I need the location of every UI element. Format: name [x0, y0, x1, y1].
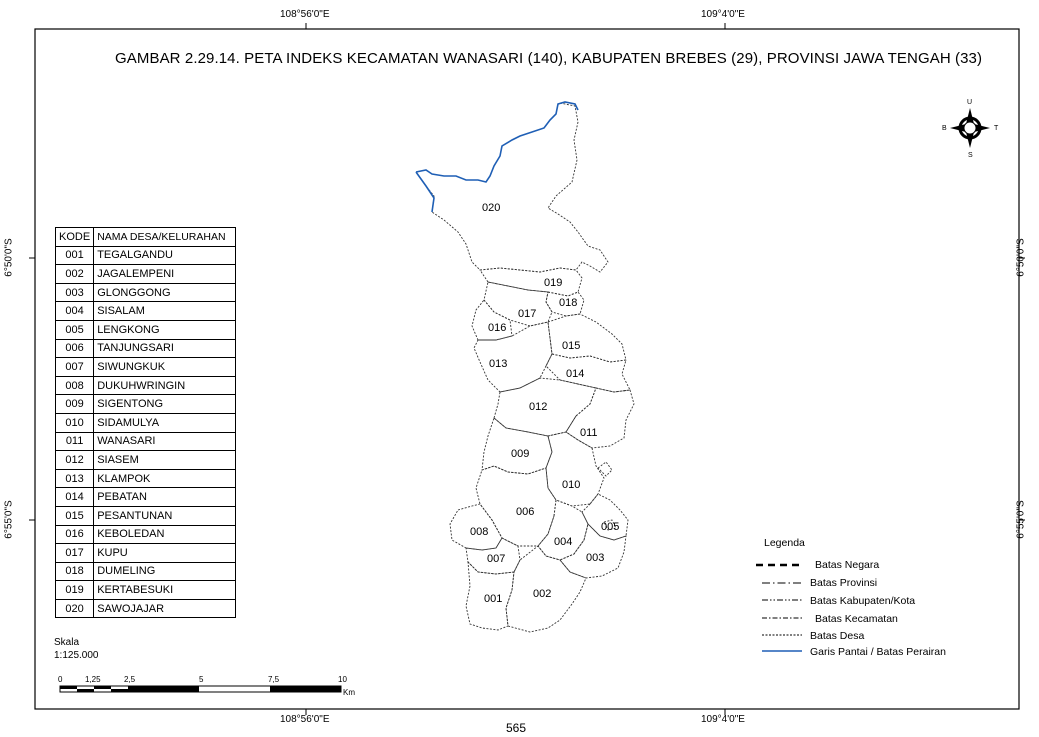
table-cell-name: SIDAMULYA — [94, 413, 236, 432]
scale-ratio: 1:125.000 — [54, 650, 99, 661]
village-label-005: 005 — [601, 521, 620, 533]
table-row — [56, 525, 236, 544]
table-cell-name: KERTABESUKI — [94, 581, 236, 600]
village-label-011: 011 — [580, 427, 598, 439]
table-row — [56, 358, 236, 377]
village-label-009: 009 — [511, 448, 530, 460]
compass-west-label: B — [942, 125, 947, 132]
coord-right-upper: 6°50'0"S — [1015, 238, 1027, 277]
village-label-010: 010 — [562, 479, 581, 491]
table-cell-code: 009 — [56, 395, 94, 414]
coord-bottom-left: 108°56'0"E — [280, 714, 330, 725]
table-row — [56, 488, 236, 507]
village-label-020: 020 — [482, 202, 501, 214]
table-cell-name: DUMELING — [94, 562, 236, 581]
village-label-018: 018 — [559, 297, 578, 309]
legend-item-batas-kabupaten: Batas Kabupaten/Kota — [810, 595, 916, 607]
coord-left-upper: 6°50'0"S — [3, 238, 15, 277]
village-004-boundary — [538, 500, 588, 560]
table-cell-name: KEBOLEDAN — [94, 525, 236, 544]
table-row — [56, 283, 236, 302]
scale-unit: Km — [343, 688, 355, 697]
village-label-015: 015 — [562, 340, 581, 352]
table-cell-code: 020 — [56, 599, 94, 618]
table-cell-code: 008 — [56, 376, 94, 395]
table-cell-name: TANJUNGSARI — [94, 339, 236, 358]
compass-east-label: T — [994, 125, 999, 132]
table-cell-code: 005 — [56, 320, 94, 339]
legend-item-batas-desa: Batas Desa — [810, 630, 865, 642]
scale-tick-label: 0 — [58, 675, 63, 684]
table-row — [56, 302, 236, 321]
table-row — [56, 562, 236, 581]
compass-rose — [950, 108, 990, 148]
table-cell-code: 002 — [56, 265, 94, 284]
table-cell-code: 010 — [56, 413, 94, 432]
table-cell-name: LENGKONG — [94, 320, 236, 339]
table-cell-name: SIGENTONG — [94, 395, 236, 414]
table-cell-name: SISALAM — [94, 302, 236, 321]
table-cell-name: GLONGGONG — [94, 283, 236, 302]
village-label-017: 017 — [518, 308, 537, 320]
table-cell-code: 001 — [56, 246, 94, 265]
village-labels — [470, 202, 619, 605]
village-label-008: 008 — [470, 526, 489, 538]
village-label-014: 014 — [566, 368, 585, 380]
scale-tick-label: 10 — [338, 675, 347, 684]
village-009-boundary — [482, 418, 552, 474]
table-row — [56, 413, 236, 432]
table-cell-code: 016 — [56, 525, 94, 544]
table-cell-code: 003 — [56, 283, 94, 302]
village-label-001: 001 — [484, 593, 503, 605]
table-header-code: KODE — [56, 228, 94, 247]
enclave-boundary — [598, 462, 612, 476]
village-019-boundary — [480, 268, 582, 296]
scale-tick-label: 7,5 — [268, 675, 280, 684]
table-cell-name: DUKUHWRINGIN — [94, 376, 236, 395]
legend-item-batas-provinsi: Batas Provinsi — [810, 577, 878, 589]
legend-item-batas-kecamatan: Batas Kecamatan — [815, 613, 898, 625]
table-cell-code: 011 — [56, 432, 94, 451]
village-013-boundary — [474, 322, 552, 392]
village-015-boundary — [548, 314, 626, 362]
table-cell-code: 006 — [56, 339, 94, 358]
scale-tick-label: 2,5 — [124, 675, 136, 684]
table-row — [56, 339, 236, 358]
table-cell-code: 013 — [56, 469, 94, 488]
village-label-016: 016 — [488, 322, 507, 334]
table-row — [56, 432, 236, 451]
legend-item-garis-pantai: Garis Pantai / Batas Perairan — [810, 646, 946, 658]
village-005-boundary — [582, 494, 628, 540]
village-016-boundary — [472, 300, 512, 340]
village-label-003: 003 — [586, 552, 605, 564]
village-label-012: 012 — [529, 401, 548, 413]
map-title: GAMBAR 2.29.14. PETA INDEKS KECAMATAN WANASARI (140), KABUPATEN BREBES (29), PROVINSI JAWA TENGAH (33) — [115, 50, 983, 67]
table-row — [56, 544, 236, 563]
table-cell-code: 017 — [56, 544, 94, 563]
coord-right-lower: 6°55'0"S — [1015, 500, 1027, 539]
table-row — [56, 469, 236, 488]
table-cell-code: 004 — [56, 302, 94, 321]
village-label-019: 019 — [544, 277, 563, 289]
table-cell-name: PESANTUNAN — [94, 506, 236, 525]
compass-north-label: U — [967, 99, 973, 106]
legend-title: Legenda — [764, 537, 805, 549]
coord-top-right: 109°4'0"E — [701, 9, 745, 20]
legend-symbols — [756, 565, 802, 651]
coastline — [416, 102, 578, 212]
table-cell-name: KUPU — [94, 544, 236, 563]
coord-left-lower: 6°55'0"S — [3, 500, 15, 539]
village-010-boundary — [546, 432, 604, 506]
table-cell-code: 012 — [56, 451, 94, 470]
table-cell-name: SIASEM — [94, 451, 236, 470]
table-cell-name: SIWUNGKUK — [94, 358, 236, 377]
table-cell-code: 019 — [56, 581, 94, 600]
table-row — [56, 581, 236, 600]
table-cell-name: TEGALGANDU — [94, 246, 236, 265]
table-cell-name: PEBATAN — [94, 488, 236, 507]
table-header-row — [56, 228, 236, 247]
table-cell-code: 018 — [56, 562, 94, 581]
table-row — [56, 599, 236, 618]
table-header-name: NAMA DESA/KELURAHAN — [94, 228, 236, 247]
scale-title: Skala — [54, 637, 80, 648]
table-cell-code: 015 — [56, 506, 94, 525]
village-011-boundary — [566, 388, 634, 448]
village-label-007: 007 — [487, 553, 506, 565]
coord-bottom-right: 109°4'0"E — [701, 714, 745, 725]
scale-tick-label: 1,25 — [85, 675, 101, 684]
scale-tick-label: 5 — [199, 675, 204, 684]
table-row — [56, 265, 236, 284]
table-row — [56, 376, 236, 395]
compass-south-label: S — [968, 152, 973, 159]
village-label-006: 006 — [516, 506, 535, 518]
village-label-002: 002 — [533, 588, 552, 600]
village-label-004: 004 — [554, 536, 573, 548]
coord-top-left: 108°56'0"E — [280, 9, 330, 20]
village-index-table — [55, 227, 236, 618]
table-row — [56, 246, 236, 265]
table-row — [56, 506, 236, 525]
legend-item-batas-negara: Batas Negara — [815, 559, 880, 571]
village-020-boundary — [416, 103, 608, 272]
village-label-013: 013 — [489, 358, 508, 370]
scale-bar — [60, 686, 341, 692]
table-row — [56, 395, 236, 414]
table-cell-name: WANASARI — [94, 432, 236, 451]
table-cell-code: 014 — [56, 488, 94, 507]
table-row — [56, 451, 236, 470]
table-cell-name: SAWOJAJAR — [94, 599, 236, 618]
page-number: 565 — [506, 721, 527, 735]
table-body — [56, 246, 236, 618]
table-row — [56, 320, 236, 339]
table-cell-name: JAGALEMPENI — [94, 265, 236, 284]
table-cell-code: 007 — [56, 358, 94, 377]
table-cell-name: KLAMPOK — [94, 469, 236, 488]
